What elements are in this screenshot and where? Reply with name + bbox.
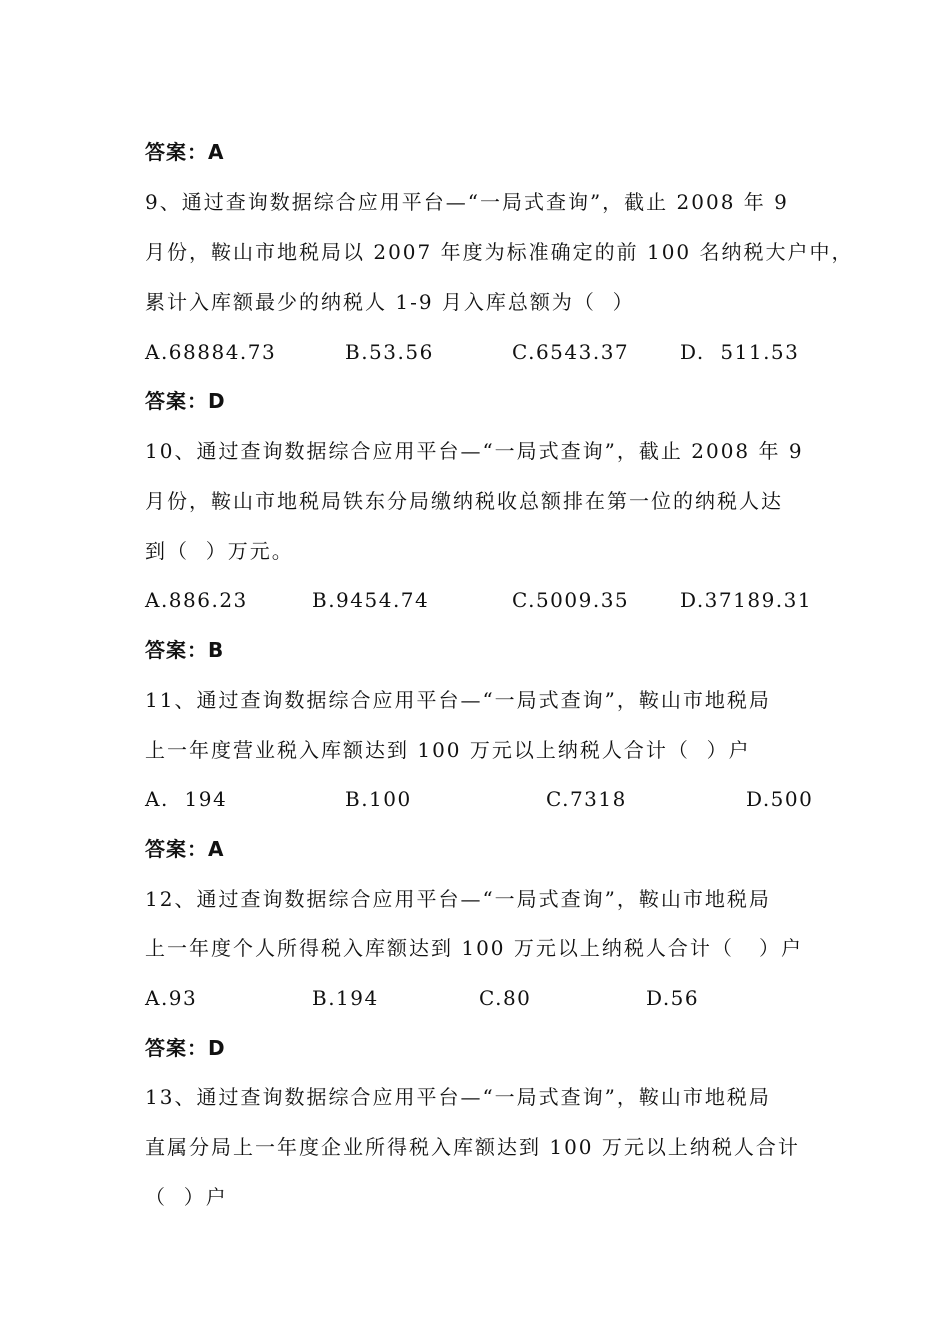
answer-label: 答案： [145, 389, 208, 413]
answer-value: D [208, 1036, 226, 1060]
option-d: D. 511.53 [680, 340, 800, 364]
option-c: C.5009.35 [512, 588, 630, 612]
answer-label: 答案： [145, 837, 208, 861]
question-11-line-1: 11、通过查询数据综合应用平台—“一局式查询”，鞍山市地税局 [145, 688, 771, 712]
answer-line [145, 387, 226, 415]
answer-label: 答案： [145, 638, 208, 662]
answer-value: A [208, 140, 225, 164]
question-10-line-1: 10、通过查询数据综合应用平台—“一局式查询”，截止 2008 年 9 [145, 439, 804, 463]
question-10-line-3: 到（ ）万元。 [145, 539, 294, 563]
question-9-line-3: 累计入库额最少的纳税人 1-9 月入库总额为（ ） [145, 290, 635, 314]
question-13-line-3: （ ）户 [145, 1185, 228, 1209]
answer-line [145, 138, 224, 166]
answer-line [145, 636, 224, 664]
answer-line [145, 835, 224, 863]
question-10-line-2: 月份，鞍山市地税局铁东分局缴纳税收总额排在第一位的纳税人达 [145, 489, 783, 513]
answer-value: D [208, 389, 226, 413]
option-c: C.7318 [546, 787, 627, 811]
option-b: B.9454.74 [312, 588, 430, 612]
question-13-line-1: 13、通过查询数据综合应用平台—“一局式查询”，鞍山市地税局 [145, 1085, 771, 1109]
option-c: C.80 [479, 986, 532, 1010]
option-a: A.886.23 [145, 588, 248, 612]
answer-label: 答案： [145, 1036, 208, 1060]
option-d: D.37189.31 [680, 588, 813, 612]
answer-value: A [208, 837, 225, 861]
option-d: D.500 [746, 787, 814, 811]
question-13-line-2: 直属分局上一年度企业所得税入库额达到 100 万元以上纳税人合计 [145, 1135, 800, 1159]
option-d: D.56 [646, 986, 700, 1010]
option-a: A. 194 [145, 787, 228, 811]
option-b: B.194 [312, 986, 379, 1010]
answer-label: 答案： [145, 140, 208, 164]
question-12-line-1: 12、通过查询数据综合应用平台—“一局式查询”，鞍山市地税局 [145, 887, 771, 911]
option-b: B.53.56 [345, 340, 434, 364]
question-11-line-2: 上一年度营业税入库额达到 100 万元以上纳税人合计（ ）户 [145, 738, 751, 762]
answer-line [145, 1034, 226, 1062]
option-b: B.100 [345, 787, 412, 811]
option-c: C.6543.37 [512, 340, 630, 364]
question-12-line-2: 上一年度个人所得税入库额达到 100 万元以上纳税人合计（ ）户 [145, 936, 803, 960]
question-9-line-2: 月份，鞍山市地税局以 2007 年度为标准确定的前 100 名纳税大户中， [145, 240, 854, 264]
option-a: A.68884.73 [145, 340, 277, 364]
option-a: A.93 [145, 986, 198, 1010]
answer-value: B [208, 638, 225, 662]
question-9-line-1: 9、通过查询数据综合应用平台—“一局式查询”，截止 2008 年 9 [145, 190, 789, 214]
